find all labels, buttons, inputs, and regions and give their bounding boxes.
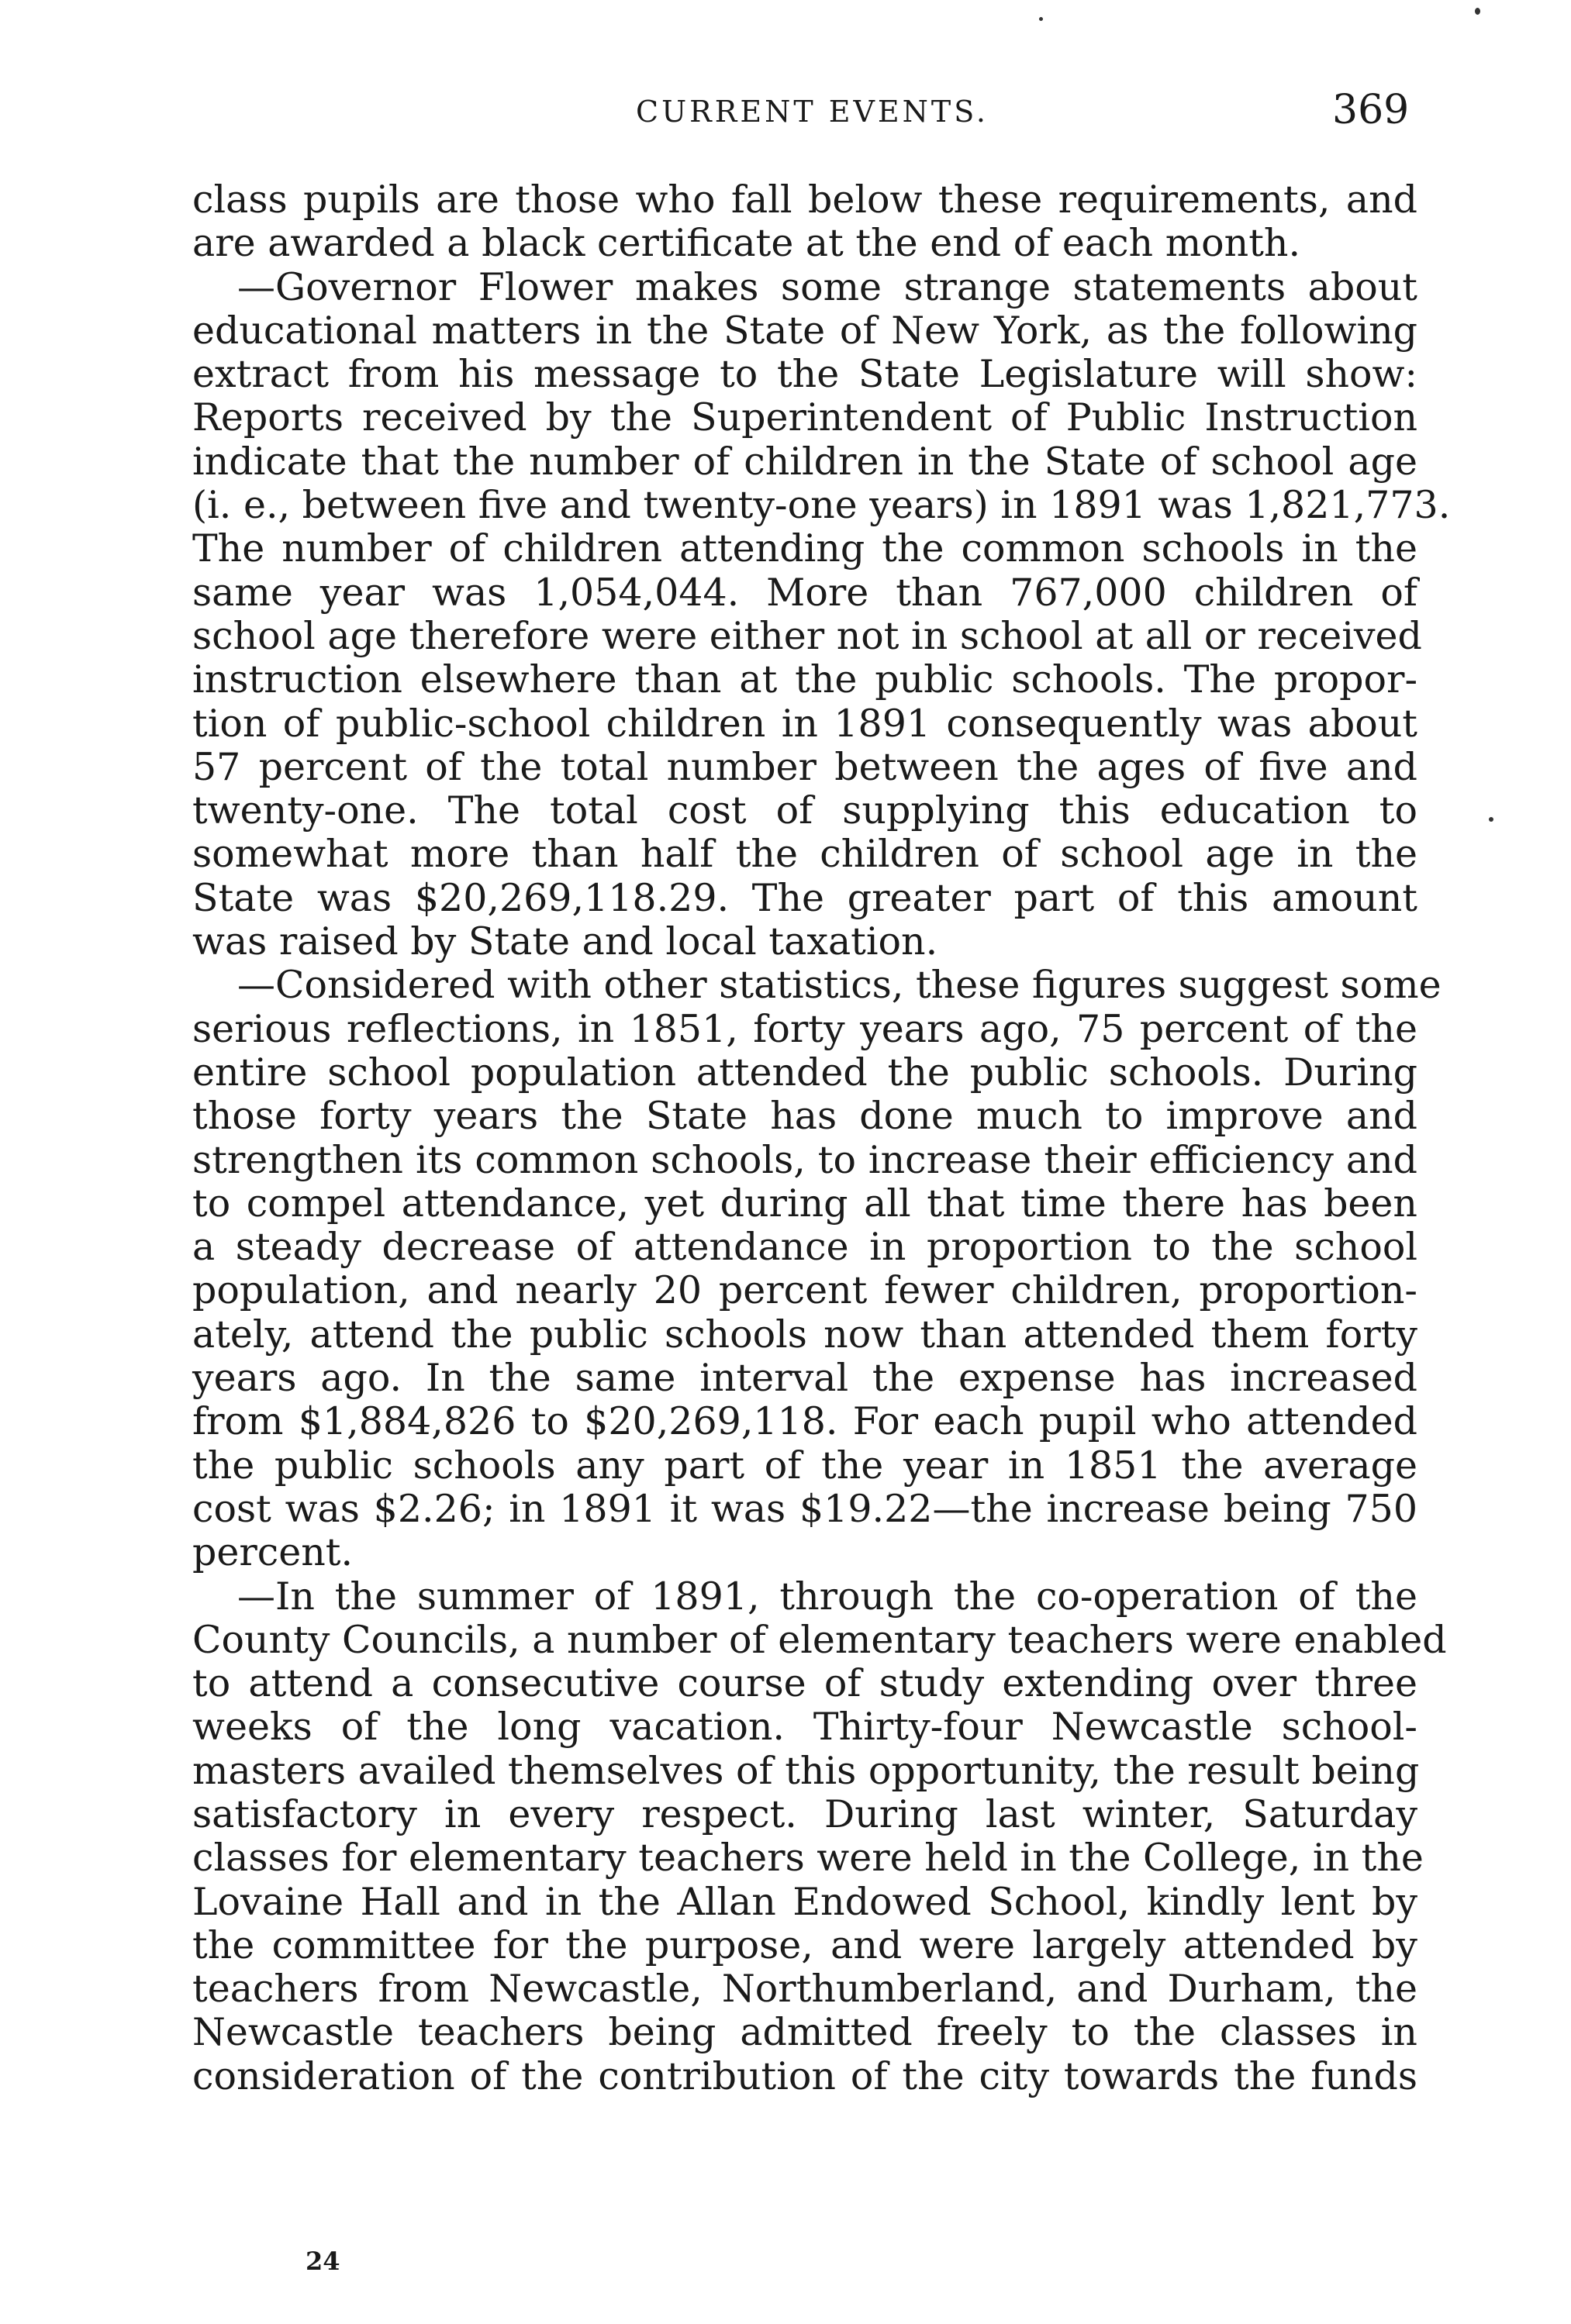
text-line: extract from his message to the State Legislature will show: — [192, 352, 1417, 397]
text-line: the committee for the purpose, and were largely attended by — [192, 1922, 1417, 1967]
text-line: strengthen its common schools, to increase their efficiency and — [192, 1137, 1417, 1182]
text-line: percent. — [192, 1530, 354, 1575]
print-speck — [1039, 17, 1043, 21]
text-line: (i. e., between five and twenty-one years) in 1891 was 1,821,773. — [192, 483, 1451, 528]
text-line: The number of children attending the common schools in the — [192, 526, 1417, 571]
text-line: teachers from Newcastle, Northumberland, and Durham, the — [192, 1967, 1417, 2012]
text-line: from $1,884,826 to $20,269,118. For each pupil who attended — [192, 1399, 1417, 1444]
text-line: Lovaine Hall and in the Allan Endowed School, kindly lent by — [192, 1879, 1417, 1924]
text-line: population, and nearly 20 percent fewer children, proportion- — [192, 1268, 1417, 1313]
text-line: a steady decrease of attendance in proportion to the school — [192, 1225, 1417, 1270]
text-line: serious reflections, in 1851, forty years ago, 75 percent of the — [192, 1006, 1417, 1051]
text-line: entire school population attended the public schools. During — [192, 1050, 1417, 1095]
running-head: CURRENT EVENTS. — [636, 95, 989, 129]
text-line: those forty years the State has done much to improve and — [192, 1094, 1417, 1139]
text-line: indicate that the number of children in the State of school age — [192, 439, 1417, 484]
text-line: consideration of the contribution of the city towards the funds — [192, 2053, 1417, 2098]
text-line: satisfactory in every respect. During last winter, Saturday — [192, 1791, 1417, 1836]
text-line: Newcastle teachers being admitted freely to the classes in — [192, 2010, 1417, 2055]
text-line: weeks of the long vacation. Thirty-four Newcastle school- — [192, 1705, 1417, 1750]
text-line: class pupils are those who fall below these requirements, and — [192, 178, 1417, 222]
text-line: school age therefore were either not in school at all or received — [192, 613, 1422, 658]
print-speck — [1475, 8, 1480, 15]
text-line: are awarded a black certificate at the end of each month. — [192, 221, 1301, 266]
body-text — [192, 178, 1451, 2098]
text-line: somewhat more than half the children of school age in the — [192, 832, 1417, 877]
text-line: was raised by State and local taxation. — [192, 919, 938, 964]
text-line: —Governor Flower makes some strange statements about — [237, 264, 1417, 309]
page-number: 369 — [1332, 87, 1410, 133]
text-line: State was $20,269,118.29. The greater part of this amount — [192, 875, 1417, 920]
text-line: 57 percent of the total number between the ages of five and — [192, 744, 1417, 789]
text-line: County Councils, a number of elementary teachers were enabled — [192, 1617, 1447, 1662]
text-line: instruction elsewhere than at the public schools. The propor- — [192, 657, 1417, 702]
text-line: to attend a consecutive course of study extending over three — [192, 1661, 1417, 1706]
text-line: twenty-one. The total cost of supplying this education to — [192, 788, 1417, 833]
text-line: same year was 1,054,044. More than 767,000 children of — [192, 570, 1417, 615]
signature-mark: 24 — [306, 2246, 340, 2276]
text-line: ately, attend the public schools now than attended them forty — [192, 1312, 1417, 1357]
text-line: years ago. In the same interval the expense has increased — [192, 1356, 1417, 1401]
text-line: the public schools any part of the year in 1851 the average — [192, 1443, 1417, 1488]
text-line: masters availed themselves of this opportunity, the result being — [192, 1748, 1420, 1793]
text-line: tion of public-school children in 1891 consequently was about — [192, 701, 1417, 746]
text-line: classes for elementary teachers were held in the College, in the — [192, 1836, 1424, 1881]
text-line: Reports received by the Superintendent of Public Instruction — [192, 395, 1417, 440]
text-line: cost was $2.26; in 1891 it was $19.22—the increase being 750 — [192, 1486, 1417, 1531]
text-line: —In the summer of 1891, through the co-operation of the — [237, 1574, 1417, 1619]
text-line: to compel attendance, yet during all that time there has been — [192, 1181, 1417, 1226]
print-speck — [1489, 817, 1493, 822]
text-line: educational matters in the State of New York, as the following — [192, 308, 1417, 353]
text-line: —Considered with other statistics, these figures suggest some — [237, 963, 1442, 1008]
